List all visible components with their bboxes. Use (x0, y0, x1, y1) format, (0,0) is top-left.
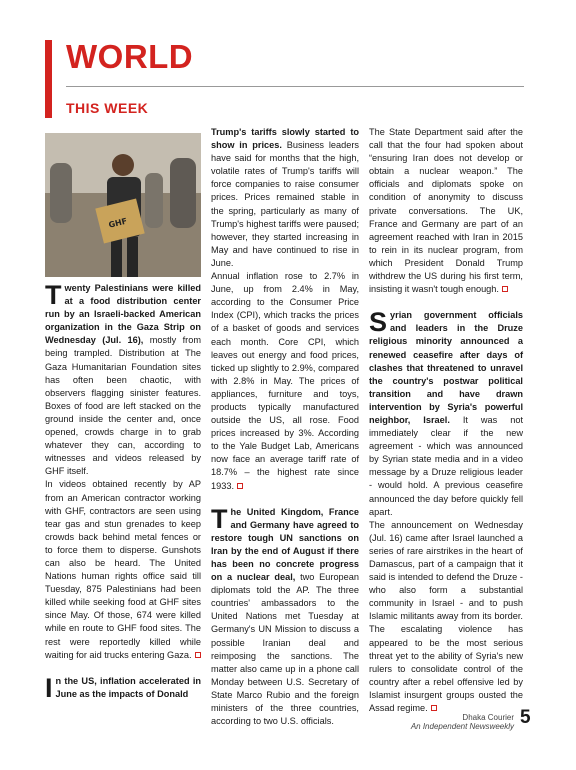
article-body: It was not immediately clear if the new agreement - which was announced by Syrian state media and in a video message by a Druze religious leader - would hold. A previous ceasefire announced the day before quickly fell apart. (369, 414, 523, 517)
publication-name: Dhaka Courier (462, 713, 514, 722)
drop-cap: T (211, 503, 228, 534)
article-lead: Trump's tariffs slowly started to show in prices. (211, 127, 359, 151)
article-lead: yrian government officials and leaders in the Druze religious minority announced a renewed ceasefire after days of clashes that threatened to unravel the country's postwar political transition and have drawn intervention by Syria's powerful neighbor, Israel. (369, 310, 523, 425)
end-square-icon (237, 483, 243, 489)
drop-cap: S (369, 307, 388, 338)
article-lead: he United Kingdom, France and Germany have agreed to restore tough UN sanctions on Iran by the end of August if there has been no concrete progress on a nuclear deal, (211, 506, 359, 583)
article-gaza (45, 282, 201, 478)
end-square-icon (502, 286, 508, 292)
article-us-inflation (211, 126, 359, 270)
article-us-inflation-start (45, 672, 201, 703)
article-syria-ceasefire (369, 309, 523, 519)
section-subtitle: THIS WEEK (66, 100, 149, 116)
news-photo (45, 133, 201, 277)
title-rule (66, 86, 524, 87)
column-2 (211, 126, 359, 728)
article-body: In videos obtained recently by AP from an American contractor working with GHF, contractors are seen using tear gas and stun grenades to keep crowds back behind metal fences or to force them to disperse. Gunshots can also be heard. The United Nations human rights office said till Tuesday, 875 Palestinians had been killed while seeking food at GHF sites since May. Of those, 674 were killed while en route to GHF food sites. The rest were reportedly killed while waiting for aid trucks entering Gaza. (45, 479, 201, 660)
drop-cap: I (45, 672, 53, 703)
article-lead: wenty Palestinians were killed at a food distribution center run by an Israeli-backed American organization in the Gaza Strip on Wednesday (Jul. 16), (45, 283, 201, 346)
section-title: WORLD (66, 38, 194, 75)
article-body: mostly from being trampled. Distribution at The Gaza Humanitarian Foundation sites has often been chaotic, with observers flagging sinister features. Boxes of food are left stacked on the ground inside the center and, once opened, crowds charge in to grab whatever they can, according to witnesses and videos released by GHF itself. (45, 335, 201, 477)
publication-tagline: An Independent Newsweekly (410, 722, 514, 731)
end-square-icon (195, 652, 201, 658)
article-body: Business leaders have said for months that the high, volatile rates of Trump's tariffs will force companies to raise consumer prices. Prices remained stable in the spring, particularly as many of Trump's highest tariffs were paused; however, they started increasing in May and have continued to rise in June. (211, 140, 359, 268)
gaza-aid-photo-illustration (45, 133, 201, 277)
column-3 (369, 126, 523, 715)
article-lead: n the US, inflation accelerated in June as the impacts of Donald (55, 675, 201, 699)
article-body: The announcement on Wednesday (Jul. 16) came after Israel launched a series of rare airstrikes in the heart of Damascus, part of a campaign that it said is intended to defend the Druze - who also form a substantial community in Israel - and to push Islamic militants away from its border. The escalating violence has appeared to be the most serious threat yet to the ability of Syria's new rulers to consolidate control of the country after a rebel offensive led by Islamist insurgent groups ousted the Assad regime. (369, 519, 523, 714)
end-square-icon (431, 705, 437, 711)
accent-bar (45, 40, 52, 118)
article-body: The State Department said after the call that the four had spoken about “ensuring Iran does not develop or obtain a nuclear weapon.” The officials and diplomats spoke on condition of anonymity to discuss private conversations. The UK, France and Germany are part of an agreement reached with Iran in 2015 to rein in its nuclear program, from which President Donald Trump withdrew the US during his first term, insisting it wasn't tough enough. (369, 127, 523, 295)
box-label: GHF (107, 216, 128, 230)
column-1 (45, 282, 201, 701)
article-body: two European diplomats told the AP. The three countries' ambassadors to the United Nations met Tuesday at Germany's UN Mission to discuss a possible Iranian deal and reimposing the sanctions. The matter also came up in a phone call Monday between U.S. Secretary of State Marco Rubio and the foreign ministers of the three countries, according to two U.S. officials. (211, 572, 360, 727)
drop-cap: T (45, 280, 62, 310)
article-iran-sanctions (211, 503, 360, 729)
article-body: Annual inflation rose to 2.7% in June, up from 2.4% in May, according to the Consumer Price Index (CPI), which tracks the prices of a basket of goods and services each month. Core CPI, which leaves out energy and food prices, ticked up slightly to 2.9%, compared with 2.8% in May. The prices of appliances, furniture and toys, products typically manufactured outside the US, all rose. Food prices increased by 3%. According to the Yale Budget Lab, Americans now face an average tariff rate of 18.7% – the highest rate since 1933. (211, 271, 359, 491)
page-number: 5 (520, 707, 531, 728)
